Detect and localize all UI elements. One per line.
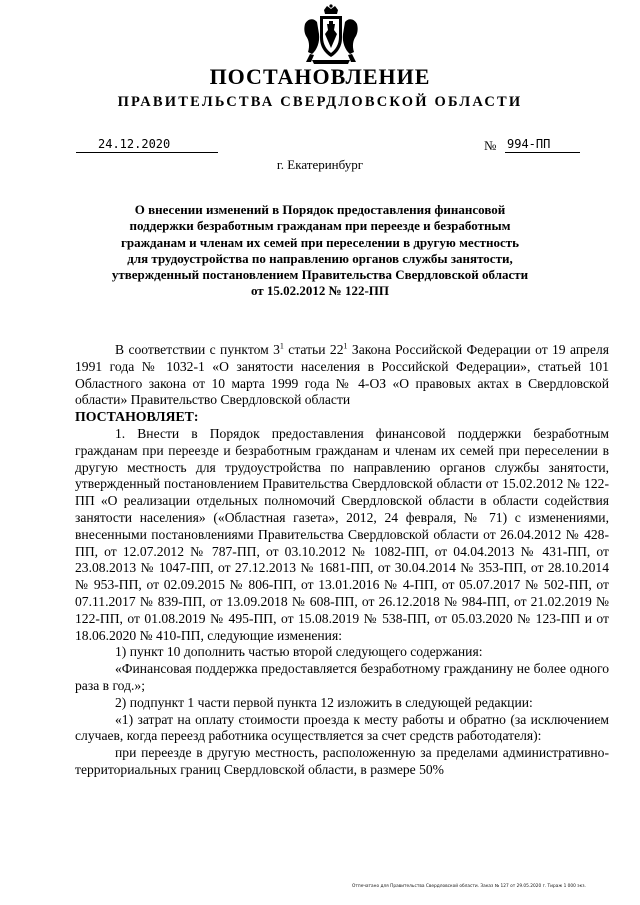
intro-text-b: статьи 22 bbox=[283, 342, 344, 357]
item-1-paragraph: 1. Внести в Порядок предоставления финансовой поддержки безработным гражданам при переезде и безработным гражданам и членам их семей при переселении в другую местность для трудоустройства по направлению органов службы занятости, утвержденный постановлением Правительства Свердловской области от 15.02.2012 № 122-ПП «О реализации отдельных полномочий Свердловской области в области содействия занятости населения» («Областная газета», 2012, 24 февраля, № 71) с изменениями, внесенными постановлениями Правительства Свердловской области от 26.04.2012 № 428-ПП, от 12.07.2012 № 787-ПП, от 03.10.2012 № 1082-ПП, от 04.04.2013 № 431-ПП, от 23.08.2013 № 1047-ПП, от 27.12.2013 № 1681-ПП, от 30.04.2014 № 353-ПП, от 28.10.2014 № 953-ПП, от 02.09.2015 № 806-ПП, от 13.01.2016 № 4-ПП, от 05.07.2017 № 502-ПП, от 07.11.2017 № 839-ПП, от 13.09.2018 № 608-ПП, от 26.12.2018 № 984-ПП, от 21.02.2019 № 122-ПП, от 01.08.2019 № 495-ПП, от 15.08.2019 № 538-ПП, от 05.03.2020 № 123-ПП и от 18.06.2020 № 410-ПП, следующие изменения: bbox=[75, 425, 609, 643]
intro-superscript: 1 bbox=[343, 341, 348, 351]
document-city: г. Екатеринбург bbox=[276, 157, 364, 172]
number-sign: № bbox=[484, 138, 497, 153]
intro-text-a: В соответствии с пунктом 3 bbox=[115, 342, 280, 357]
subitem-1-paragraph: 1) пункт 10 дополнить частью второй следующего содержания: bbox=[115, 644, 483, 660]
heading-line: поддержки безработным гражданам при переезде и безработным bbox=[129, 218, 511, 234]
heading-line: гражданам и членам их семей при переселении в другую местность bbox=[120, 234, 520, 250]
resolves-heading: ПОСТАНОВЛЯЕТ: bbox=[75, 409, 199, 425]
heading-line: для трудоустройства по направлению органов службы занятости, bbox=[127, 250, 513, 266]
document-title: ПОСТАНОВЛЕНИЕ bbox=[209, 64, 431, 89]
print-footer: Отпечатано для Правительства Свердловской области. Заказ № 127 от 29.05.2020 г. Тираж 1 000 экз. bbox=[352, 884, 586, 889]
heading-line: О внесении изменений в Порядок предоставления финансовой bbox=[134, 202, 506, 217]
heading-line: от 15.02.2012 № 122-ПП bbox=[250, 283, 390, 299]
coat-of-arms-icon bbox=[302, 4, 360, 66]
intro-superscript: 1 bbox=[279, 341, 284, 351]
quote-3-paragraph: при переезде в другую местность, расположенную за пределами административно-территориальных границ Свердловской области, в размере 50% bbox=[75, 745, 609, 777]
document-subtitle: ПРАВИТЕЛЬСТВА СВЕРДЛОВСКОЙ ОБЛАСТИ bbox=[117, 94, 523, 110]
document-date: 24.12.2020 bbox=[76, 138, 218, 153]
subitem-2-paragraph: 2) подпункт 1 части первой пункта 12 изложить в следующей редакции: bbox=[115, 694, 533, 710]
document-body bbox=[75, 342, 609, 779]
intro-paragraph bbox=[75, 342, 609, 409]
intro-text-c: Закона Российской Федерации от 19 апреля 1991 года № 1032-1 «О занятости населения в Российской Федерации», статьей 101 Областного закона от 10 марта 1999 года № 4-ОЗ «О правовых актах в Свердловской области» Правительство Свердловской области bbox=[75, 342, 609, 408]
document-number: 994-ПП bbox=[505, 138, 580, 153]
heading-line: утвержденный постановлением Правительства Свердловской области bbox=[111, 267, 529, 283]
quote-2-paragraph: «1) затрат на оплату стоимости проезда к месту работы и обратно (за исключением случаев, когда переезд работника осуществляется за счет средств работодателя): bbox=[75, 711, 609, 744]
quote-1-paragraph: «Финансовая поддержка предоставляется безработному гражданину не более одного раза в год.»; bbox=[75, 661, 609, 693]
document-heading bbox=[80, 202, 560, 300]
